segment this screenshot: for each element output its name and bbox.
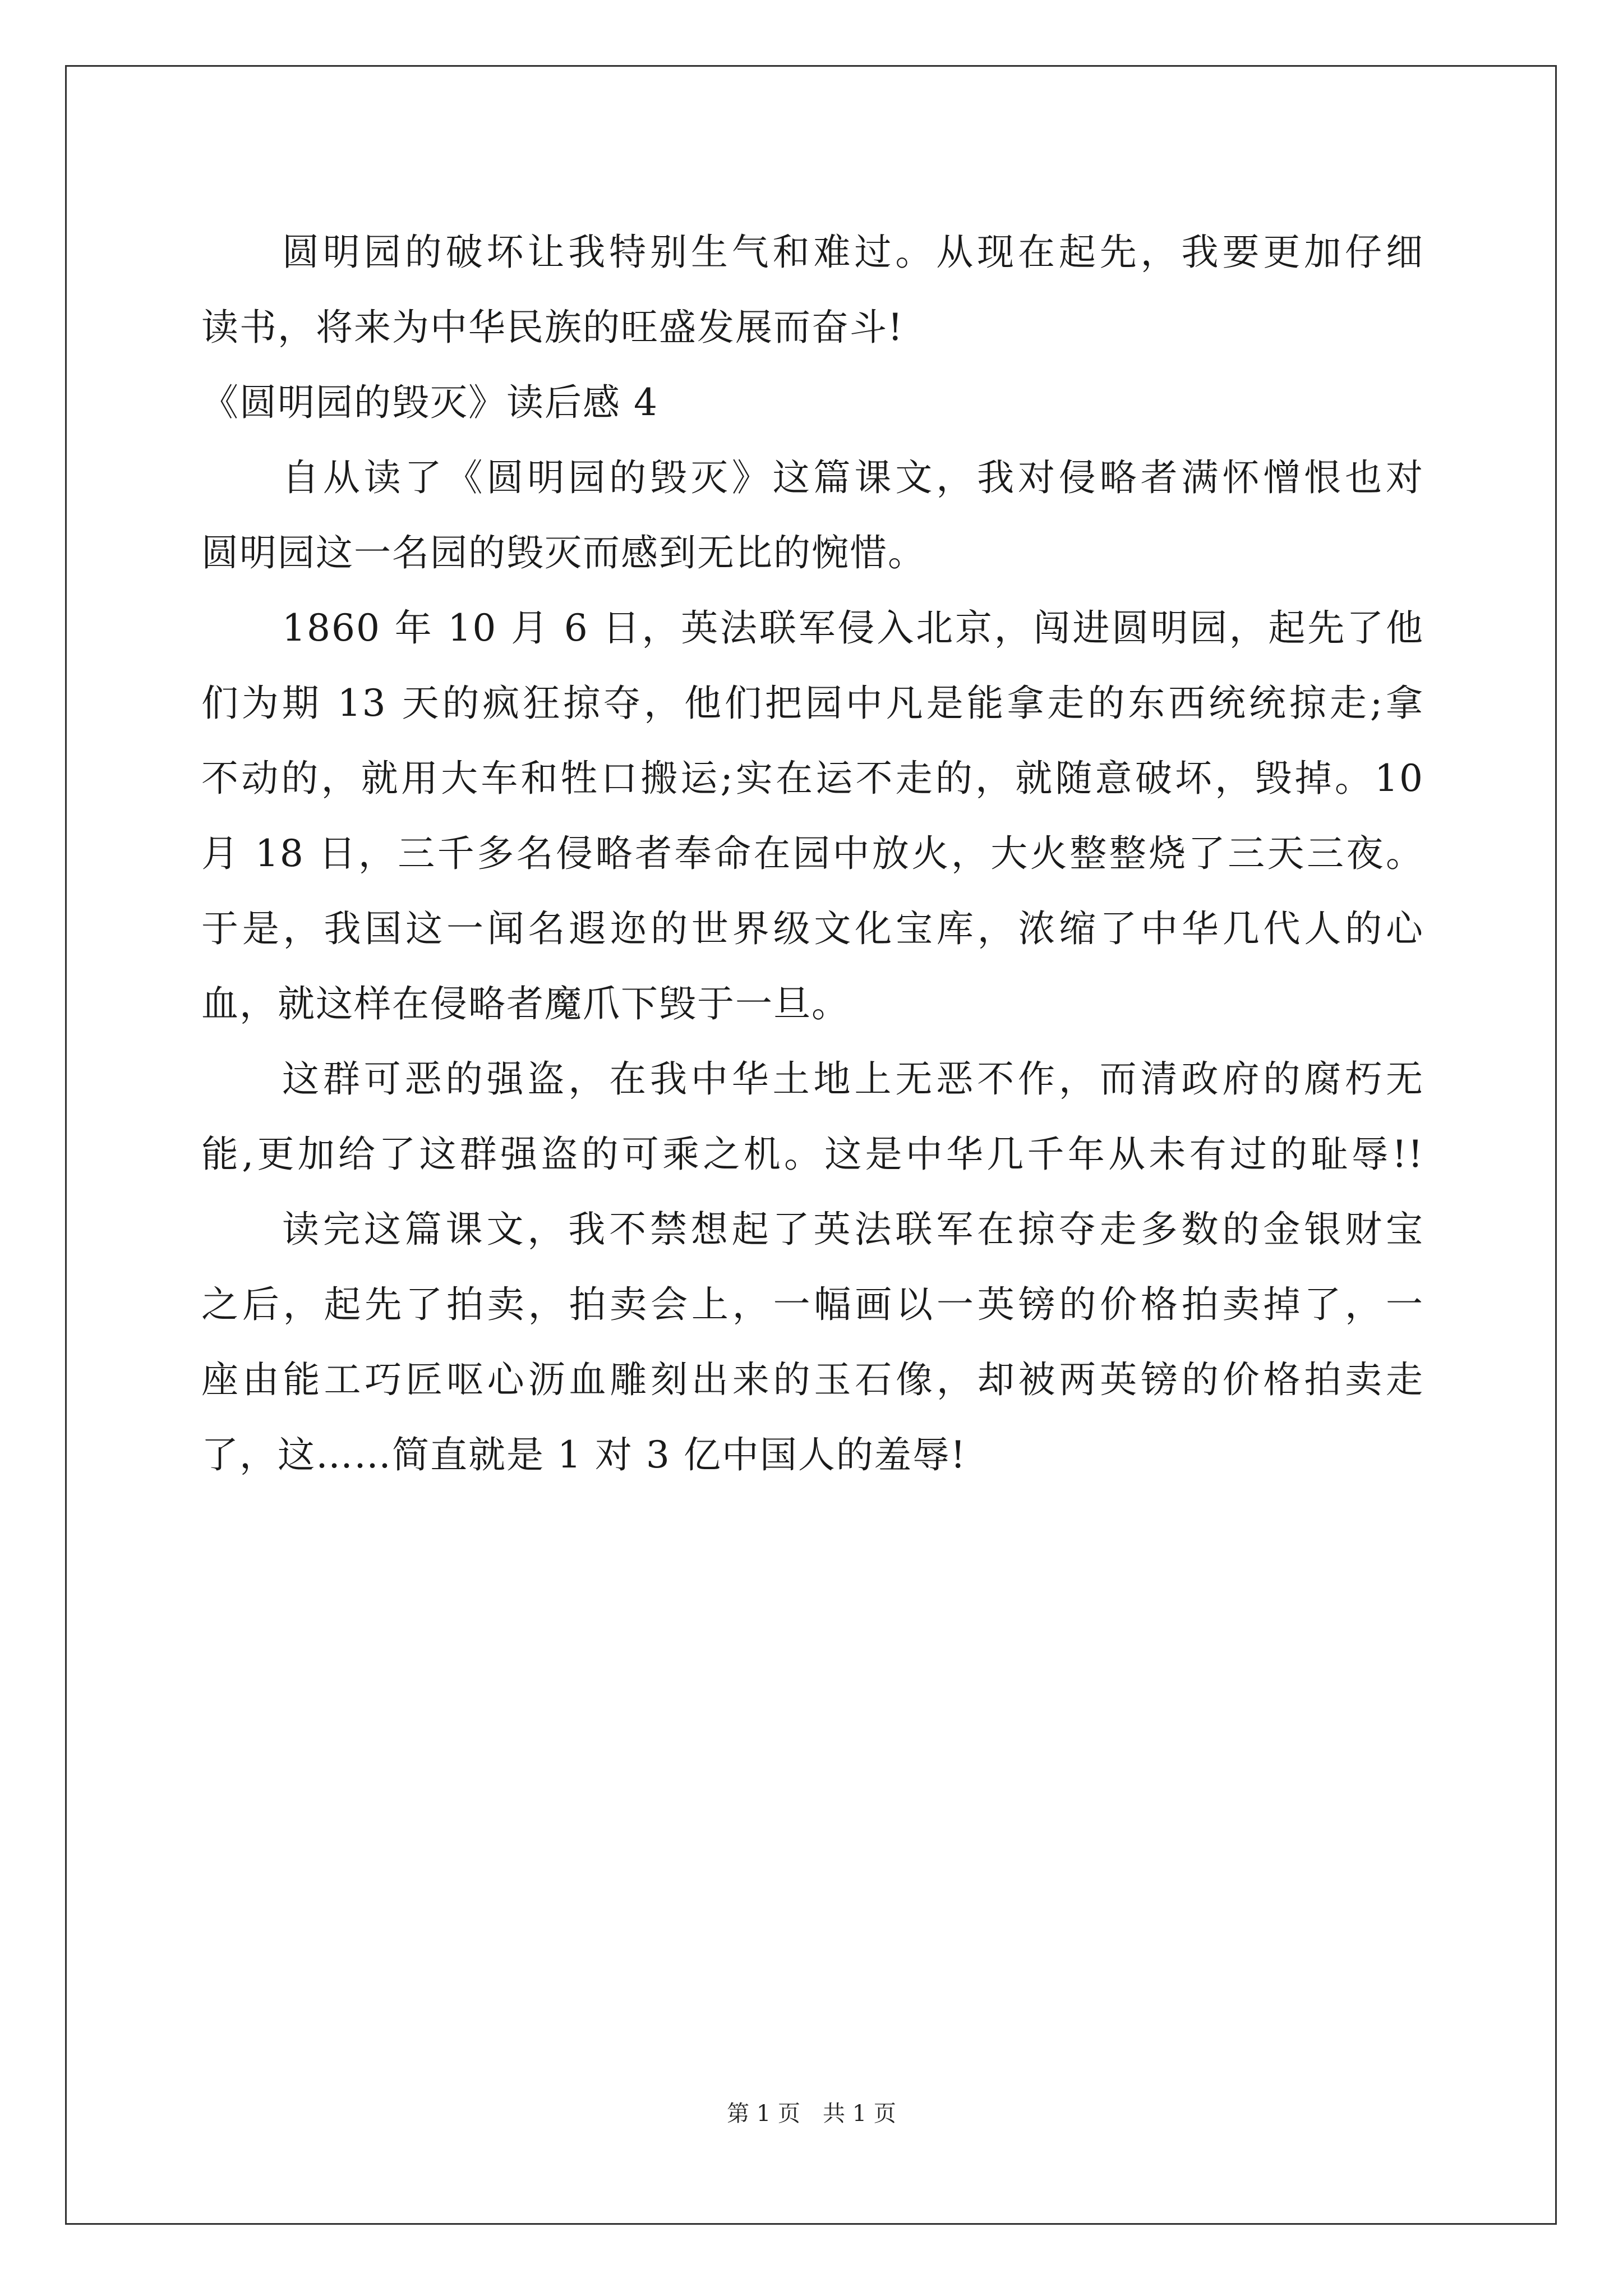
paragraph-line: 于是，我国这一闻名遐迩的世界级文化宝库，浓缩了中华几代人的心 <box>201 907 1424 950</box>
paragraph-line: 们为期 13 天的疯狂掠夺，他们把园中凡是能拿走的东西统统掠走;拿 <box>201 682 1424 725</box>
paragraph-line: 了，这……简直就是 1 对 3 亿中国人的羞辱! <box>201 1433 967 1476</box>
paragraph-line: 血，就这样在侵略者魔爪下毁于一旦。 <box>201 982 850 1025</box>
paragraph-line: 座由能工巧匠呕心沥血雕刻出来的玉石像，却被两英镑的价格拍卖走 <box>201 1358 1424 1401</box>
paragraph-line: 圆明园的破坏让我特别生气和难过。从现在起先，我要更加仔细 <box>282 231 1424 274</box>
paragraph-line: 读完这篇课文，我不禁想起了英法联军在掠夺走多数的金银财宝 <box>282 1208 1424 1251</box>
paragraph-line: 能,更加给了这群强盗的可乘之机。这是中华几千年从未有过的耻辱!! <box>201 1133 1424 1176</box>
section-heading: 《圆明园的毁灭》读后感 4 <box>201 381 658 424</box>
paragraph-line: 之后，起先了拍卖，拍卖会上，一幅画以一英镑的价格拍卖掉了，一 <box>201 1283 1424 1326</box>
paragraph-line: 1860 年 10 月 6 日，英法联军侵入北京，闯进圆明园，起先了他 <box>282 606 1424 650</box>
page-footer: 第 1 页 共 1 页 <box>727 2101 896 2127</box>
paragraph-line: 读书，将来为中华民族的旺盛发展而奋斗! <box>201 306 904 349</box>
paragraph-line: 月 18 日，三千多名侵略者奉命在园中放火，大火整整烧了三天三夜。 <box>201 832 1424 875</box>
paragraph-line: 不动的，就用大车和牲口搬运;实在运不走的，就随意破坏，毁掉。10 <box>201 757 1424 800</box>
paragraph-line: 这群可恶的强盗，在我中华土地上无恶不作，而清政府的腐朽无 <box>282 1057 1424 1101</box>
paragraph-line: 自从读了《圆明园的毁灭》这篇课文，我对侵略者满怀憎恨也对 <box>282 456 1424 499</box>
paragraph-line: 圆明园这一名园的毁灭而感到无比的惋惜。 <box>201 531 926 574</box>
